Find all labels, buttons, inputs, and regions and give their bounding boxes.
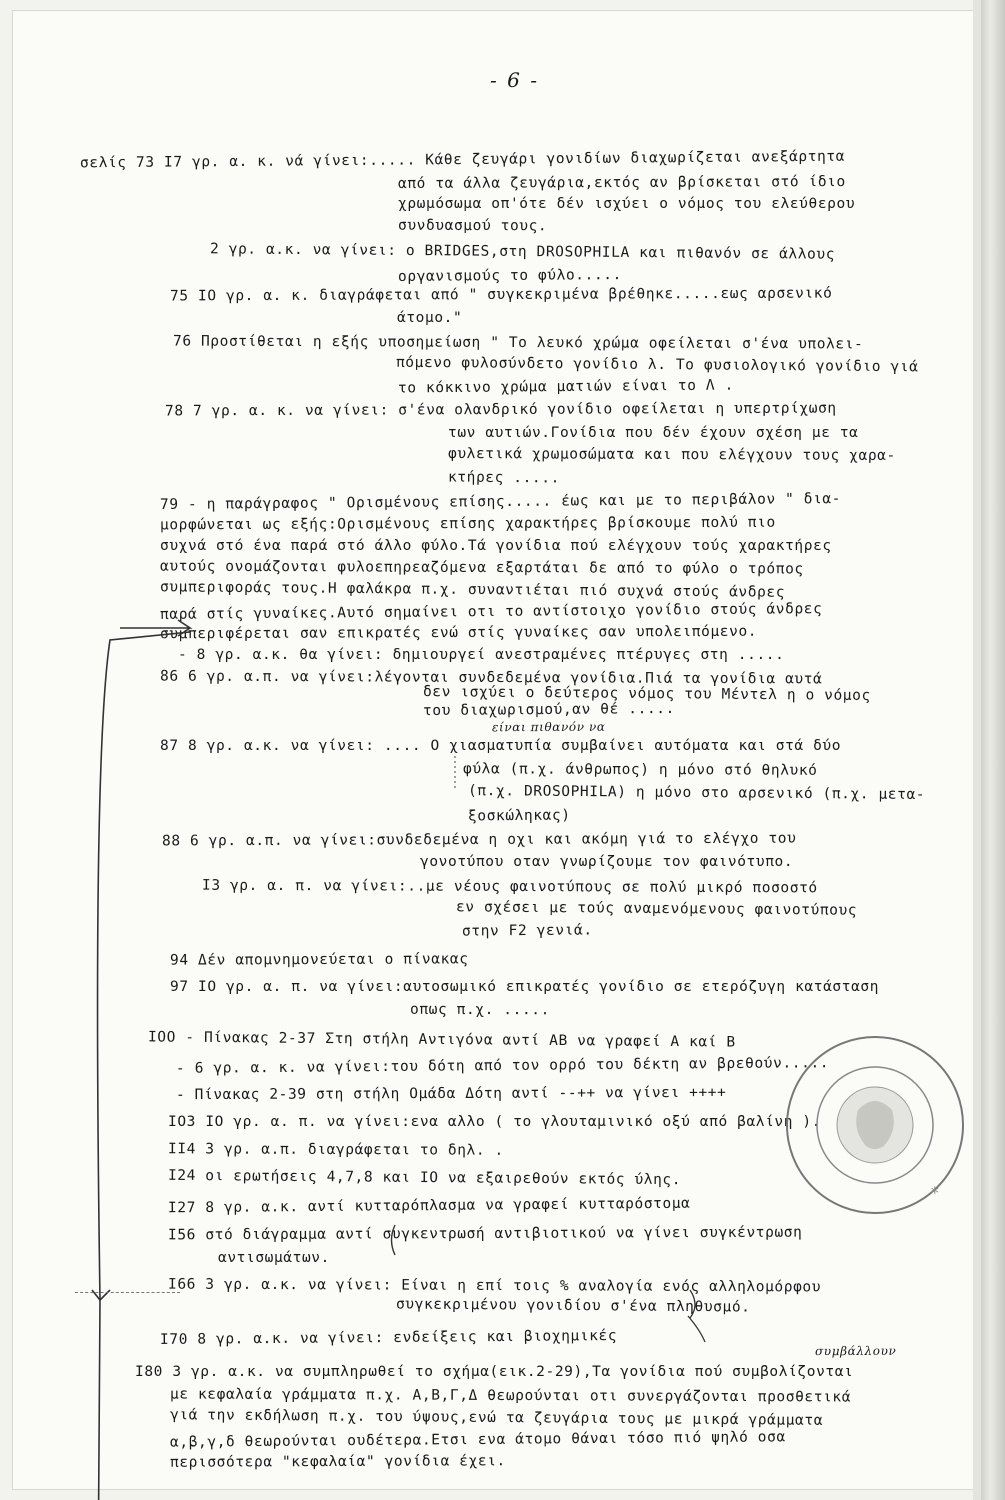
text-line: μορφώνεται ως εξής:Ορισμένους επίσης χαρακτήρες βρίσκουμε πολύ πιο [159,514,776,534]
text-line: - Πίνακας 2-39 στη στήλη Ομάδα Δότη αντί --++ να γίνει ++++ [175,1084,727,1104]
text-line: I27 8 γρ. α.κ. αντί κυτταρόπλασμα να γραφεί κυτταρόστομα [167,1195,691,1217]
text-line: - 6 γρ. α. κ. να γίνει:του δότη από τον ορρό του δέκτη αν βρεθούν..... [175,1055,830,1077]
text-line: I70 8 γρ. α.κ. να γίνει: ενδείξεις και βιοχημικές [159,1328,618,1348]
text-line: 94 Δέν απομνημονεύεται ο πίνακας [169,951,469,969]
text-line: 87 8 γρ. α.κ. να γίνει: .... Ο χιασματυπία συμβαίνει αυτόματα και στά δύο [160,738,842,754]
text-line: το κόκκινο χρώμα ματιών είναι το Λ . [397,377,734,397]
text-line: 88 6 γρ. α.π. να γίνει:συνδεδεμένα η οχι και ακόμη γιά το ελέγχο του [161,830,797,850]
svg-text:*: * [930,1183,940,1202]
text-line: συμβάλλουν [814,1343,897,1359]
text-line: II4 3 γρ. α.π. διαγράφεται το δηλ. . [167,1141,504,1159]
text-line: σελίς 73 I7 γρ. α. κ. νά γίνει:..... Κάθε ζευγάρι γονιδίων διαχωρίζεται ανεξάρτητα [79,148,846,172]
text-line: συμπεριφέρεται σαν επικρατές ενώ στίς γυναίκες σαν υπολειπόμενο. [159,623,758,643]
text-line: 76 Προστίθεται η εξής υποσημείωση " Το λευκό χρώμα οφείλεται σ'ένα υπολει- [172,333,864,353]
text-line: γιά την εκδήλωση π.χ. του ύψους,ενώ τα ζευγάρια τους με μικρά γράμματα [169,1407,824,1429]
text-line: αυτούς ονομάζονται φυλοεπηρεαζόμενα εξαρτάται δε από το φύλο ο τρόπος [159,558,804,578]
text-line: παρά στίς γυναίκες.Αυτό σημαίνει οτι το αντίστοιχο γονίδιο στούς άνδρες [159,601,823,623]
official-seal-icon [780,1030,970,1220]
text-line: I66 3 γρ. α.κ. να γίνει: Είναι η επί τοις % αναλογία ενός αλληλομόρφου [167,1276,822,1296]
text-line: είναι πιθανόν να [491,719,606,735]
text-line: στην F2 γενιά. [461,922,593,940]
text-line: πόμενο φυλοσύνδετο γονίδιο λ. Το φυσιολογικό γονίδιο γιά [395,354,919,376]
text-line: χρωμόσωμα οπ'ότε δέν ισχύει ο νόμος του ελεύθερου [398,196,856,212]
text-line: 97 IO γρ. α. π. να γίνει:αυτοσωμικό επικρατές γονίδιο σε ετερόζυγη κατάσταση [170,979,880,995]
text-line: κτήρες ..... [447,469,561,487]
text-line: συμπεριφοράς τους.Η φαλάκρα π.χ. συναντιέται πιό συχνά στούς άνδρες [159,579,786,601]
text-line: I24 οι ερωτήσεις 4,7,8 και IO να εξαιρεθούν εκτός ύλης. [167,1167,682,1189]
text-line: 75 IO γρ. α. κ. διαγράφεται από " συγκεκριμένα βρέθηκε.....εως αρσενικό [169,285,833,305]
text-line: 2 γρ. α.κ. να γίνει: ο BRIDGES,στη DROSOPHILA και πιθανόν σε άλλους [209,241,836,263]
text-line: I56 στό διάγραμμα αντί συγκεντρωσή αντιβιοτικού να γίνει συγκέντρωση [167,1224,803,1244]
text-line: από τα άλλα ζευγάρια,εκτός αν βρίσκεται στό ίδιο [397,174,846,192]
text-line: (π.χ. DROSOPHILA) η μόνο στο αρσενικό (π.χ. μετα- [467,783,926,803]
text-line: συνδυασμού τους. [397,217,548,235]
text-line: δεν ισχύει ο δεύτερος νόμος του Μέντελ η ο νόμος [422,684,871,704]
text-line: α,β,γ,δ θεωρούνται ουδέτερα.Ετσι ενα άτομο θάναι τόσο πιό ψηλό οσα [169,1429,786,1451]
text-line: I3 γρ. α. π. να γίνει:..με νέους φαινοτύπους σε πολύ μικρό ποσοστό [201,877,818,897]
text-line: συχνά στό ένα παρά στό άλλο φύλο.Τά γονίδια πού ελέγχουν τούς χαρακτήρες [160,538,832,554]
text-line: 86 6 γρ. α.π. να γίνει:λέγονται συνδεδεμένα γονίδια.Πιά τα γονίδια αυτά [159,668,823,688]
text-line: φυλετικά χρωμοσώματα και που ελέγχουν τους χαρα- [447,446,896,464]
text-line: γονοτύπου οταν γνωρίζουμε τον φαινότυπο. [420,854,794,870]
text-line: περισσότερα "κεφαλαία" γονίδια έχει. [169,1453,506,1471]
text-line: άτομο." [397,310,463,326]
text-line: I80 3 γρ. α.κ. να συμπληρωθεί το σχήμα(εικ.2-29),Τα γονίδια πού συμβολίζονται [135,1364,854,1380]
text-line: IOO - Πίνακας 2-37 Στη στήλη Αντιγόνα αντί AB να γραφεί A καί B [147,1029,736,1051]
text-line: συγκεκριμένου γονιδίου σ'ένα πληθυσμό. [395,1296,751,1316]
text-line: 79 - η παράγραφος " Ορισμένους επίσης..... έως και με το περιβάλον " δια- [159,491,842,513]
text-line: του διαχωρισμού,αν θέ ..... [422,700,675,720]
text-line: 78 7 γρ. α. κ. να γίνει: σ'ένα ολανδρικό γονίδιο οφείλεται η υπερτρίχωση [164,400,837,420]
page-number: - 6 - [490,68,539,92]
text-line: οπως π.χ. ..... [409,1001,550,1019]
text-line: των αυτιών.Γονίδια που δέν έχουν σχέση με τα [448,425,859,441]
text-line: εν σχέσει με τούς αναμενόμενους φαινοτύπους [455,899,858,919]
text-line: IO3 IO γρ. α. π. να γίνει:ενα αλλο ( το γλουταμινικό οξύ από βαλίνη ). [168,1114,822,1130]
text-line: ξοσκώληκας) [467,807,571,825]
dashed-separator [75,1292,180,1293]
text-line: με κεφαλαία γράμματα π.χ. Α,Β,Γ,Δ θεωρούνται οτι συνεργάζονται προσθετικά [169,1386,852,1406]
text-line: αντισωμάτων. [218,1250,330,1266]
text-line: - 8 γρ. α.κ. θα γίνει: δημιουργεί ανεστραμένες πτέρυγες στη ..... [178,647,785,663]
text-line: οργανισμούς το φύλο..... [397,267,622,285]
text-line: φύλα (π.χ. άνθρωπος) η μόνο στό θηλυκό [462,761,818,779]
